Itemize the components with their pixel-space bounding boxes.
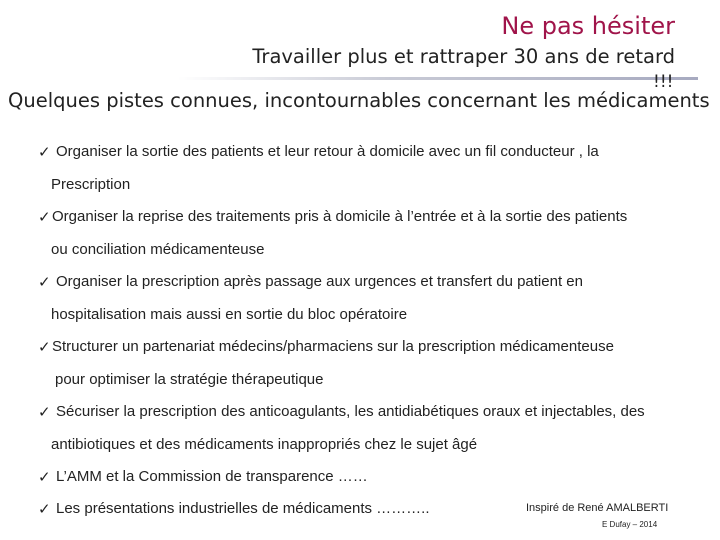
check-icon: ✓ <box>38 274 51 291</box>
bullet-line: Structurer un partenariat médecins/pharmaciens sur la prescription médicamenteuse <box>52 338 614 355</box>
list-item <box>38 400 710 465</box>
bullet-line: Sécuriser la prescription des anticoagulants, les antidiabétiques oraux et injectables, des <box>56 403 645 420</box>
title-divider <box>178 77 698 80</box>
list-item <box>38 335 710 400</box>
slide-subtitle: Travailler plus et rattraper 30 ans de retard <box>252 45 675 68</box>
bullet-list <box>38 140 710 529</box>
list-item <box>38 270 710 335</box>
check-icon: ✓ <box>38 404 51 421</box>
check-icon: ✓ <box>38 144 51 161</box>
bullet-line: Organiser la sortie des patients et leur retour à domicile avec un fil conducteur , la <box>56 143 599 160</box>
bullet-line: L’AMM et la Commission de transparence …… <box>56 468 368 485</box>
bullet-line-continued: Prescription <box>51 176 131 193</box>
subtitle-tail: !!! <box>653 72 674 92</box>
bullet-line: Organiser la prescription après passage aux urgences et transfert du patient en <box>56 273 583 290</box>
check-icon: ✓ <box>38 339 51 356</box>
bullet-line: Les présentations industrielles de médicaments ……….. <box>56 500 430 517</box>
credit-text: Inspiré de René AMALBERTI <box>526 502 669 514</box>
bullet-line-continued: antibiotiques et des médicaments inappropriés chez le sujet âgé <box>51 436 478 453</box>
author-date: E Dufay – 2014 <box>602 520 658 529</box>
bullet-line: Organiser la reprise des traitements pris à domicile à l’entrée et à la sortie des patients <box>52 208 628 225</box>
check-icon: ✓ <box>38 501 51 518</box>
section-heading: Quelques pistes connues, incontournables concernant les médicaments <box>8 89 710 112</box>
bullet-line-continued: hospitalisation mais aussi en sortie du bloc opératoire <box>51 306 408 323</box>
check-icon: ✓ <box>38 469 51 486</box>
slide-title: Ne pas hésiter <box>501 12 675 40</box>
list-item <box>38 140 710 205</box>
bullet-line-continued: pour optimiser la stratégie thérapeutique <box>55 371 324 388</box>
list-item <box>38 205 710 270</box>
bullet-line-continued: ou conciliation médicamenteuse <box>51 241 265 258</box>
check-icon: ✓ <box>38 209 51 226</box>
list-item <box>38 465 710 497</box>
